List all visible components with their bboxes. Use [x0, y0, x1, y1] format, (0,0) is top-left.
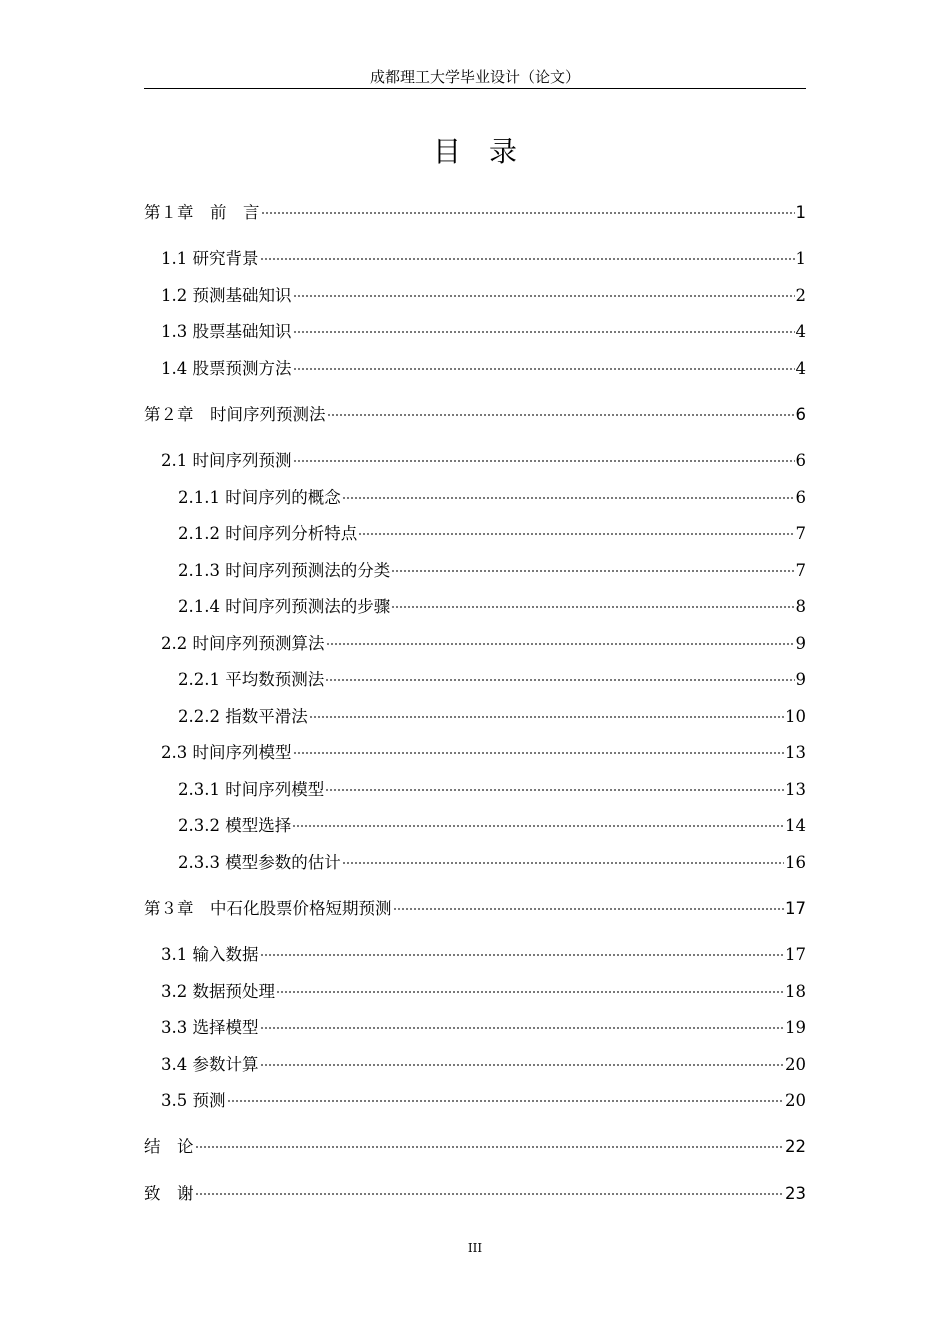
toc-label: 2.2.2 指数平滑法	[178, 707, 308, 726]
toc-label: 第２章 时间序列预测法	[144, 405, 326, 424]
dot-leader	[391, 606, 794, 608]
dot-leader	[342, 862, 784, 864]
toc-acknowledgements[interactable]	[144, 1182, 806, 1206]
toc-label: 2.3.3 模型参数的估计	[178, 853, 341, 872]
toc-page-number: 23	[785, 1184, 806, 1203]
dot-leader	[260, 954, 785, 956]
toc-page-number: 16	[785, 853, 806, 872]
toc-label: 2.1.2 时间序列分析特点	[178, 524, 358, 543]
toc-label: 2.3.1 时间序列模型	[178, 780, 325, 799]
toc-chapter-2[interactable]	[144, 403, 806, 427]
dot-leader	[358, 533, 794, 535]
toc-label: 第３章 中石化股票价格短期预测	[144, 899, 392, 918]
toc-label: 3.3 选择模型	[161, 1018, 259, 1037]
toc-label: 2.3.2 模型选择	[178, 816, 292, 835]
dot-leader	[391, 570, 794, 572]
dot-leader	[195, 1146, 785, 1148]
toc-page-number: 17	[785, 899, 806, 918]
toc-label: 3.1 输入数据	[161, 945, 259, 964]
toc-subsection-2-1-4[interactable]	[144, 595, 806, 619]
toc-section-3-1[interactable]	[144, 943, 806, 967]
dot-leader	[293, 752, 785, 754]
toc-label: 2.1 时间序列预测	[161, 451, 292, 470]
toc-conclusion[interactable]	[144, 1135, 806, 1159]
dot-leader	[325, 789, 784, 791]
toc-page-number: 6	[795, 451, 806, 470]
toc-page-number: 20	[785, 1091, 806, 1110]
toc-label: 1.3 股票基础知识	[161, 322, 292, 341]
toc-label: 2.1.3 时间序列预测法的分类	[178, 561, 391, 580]
dot-leader	[293, 460, 795, 462]
toc-subsection-2-2-2[interactable]	[144, 705, 806, 729]
toc-page-number: 14	[785, 816, 806, 835]
toc-label: 1.1 研究背景	[161, 249, 259, 268]
toc-page-number: 6	[795, 488, 806, 507]
toc-subsection-2-3-2[interactable]	[144, 814, 806, 838]
toc-subsection-2-3-1[interactable]	[144, 778, 806, 802]
toc-page-number: 13	[785, 743, 806, 762]
toc-section-3-2[interactable]	[144, 980, 806, 1004]
running-header: 成都理工大学毕业设计（论文）	[369, 68, 580, 86]
toc-page-number: 2	[795, 286, 806, 305]
dot-leader	[342, 497, 795, 499]
dot-leader	[327, 414, 795, 416]
toc-page-number: 7	[795, 561, 806, 580]
toc-page-number: 4	[795, 322, 806, 341]
toc-section-3-3[interactable]	[144, 1016, 806, 1040]
toc-label: 1.2 预测基础知识	[161, 286, 292, 305]
toc-label: 3.5 预测	[161, 1091, 226, 1110]
toc-page-number: 8	[795, 597, 806, 616]
toc-page-number: 13	[785, 780, 806, 799]
page-number-footer: III	[467, 1241, 483, 1255]
toc-chapter-1[interactable]	[144, 201, 806, 225]
dot-leader	[260, 1064, 785, 1066]
toc-section-2-2[interactable]	[144, 632, 806, 656]
toc-label: 2.2 时间序列预测算法	[161, 634, 325, 653]
toc-subsection-2-1-1[interactable]	[144, 486, 806, 510]
toc-section-1-1[interactable]	[144, 247, 806, 271]
toc-page-number: 7	[795, 524, 806, 543]
toc-page-number: 4	[795, 359, 806, 378]
toc-label: 致 谢	[144, 1184, 194, 1203]
dot-leader	[293, 331, 795, 333]
toc-label: 2.2.1 平均数预测法	[178, 670, 325, 689]
dot-leader	[260, 1027, 785, 1029]
toc-page-number: 22	[785, 1137, 806, 1156]
toc-page-number: 9	[795, 670, 806, 689]
toc-subsection-2-3-3[interactable]	[144, 851, 806, 875]
toc-label: 第１章 前 言	[144, 203, 260, 222]
toc-subsection-2-1-2[interactable]	[144, 522, 806, 546]
toc-label: 2.1.1 时间序列的概念	[178, 488, 341, 507]
toc-title: 目录	[432, 135, 545, 168]
toc-label: 2.1.4 时间序列预测法的步骤	[178, 597, 391, 616]
toc-page-number: 1	[795, 249, 806, 268]
dot-leader	[261, 212, 795, 214]
toc-subsection-2-2-1[interactable]	[144, 668, 806, 692]
toc-label: 1.4 股票预测方法	[161, 359, 292, 378]
toc-page-number: 18	[785, 982, 806, 1001]
dot-leader	[309, 716, 784, 718]
dot-leader	[195, 1193, 785, 1195]
toc-section-3-5[interactable]	[144, 1089, 806, 1113]
toc-page-number: 9	[795, 634, 806, 653]
header-rule	[144, 88, 806, 89]
toc-page-number: 6	[795, 405, 806, 424]
toc-section-1-3[interactable]	[144, 320, 806, 344]
dot-leader	[325, 679, 794, 681]
toc-label: 结 论	[144, 1137, 194, 1156]
toc-page-number: 10	[785, 707, 806, 726]
dot-leader	[293, 295, 795, 297]
toc-label: 2.3 时间序列模型	[161, 743, 292, 762]
toc-label: 3.4 参数计算	[161, 1055, 259, 1074]
toc-subsection-2-1-3[interactable]	[144, 559, 806, 583]
toc-section-2-3[interactable]	[144, 741, 806, 765]
toc-page-number: 17	[785, 945, 806, 964]
dot-leader	[293, 368, 795, 370]
dot-leader	[292, 825, 784, 827]
toc-section-1-4[interactable]	[144, 357, 806, 381]
dot-leader	[260, 258, 795, 260]
dot-leader	[227, 1100, 785, 1102]
dot-leader	[276, 991, 784, 993]
toc-section-1-2[interactable]	[144, 284, 806, 308]
dot-leader	[393, 908, 785, 910]
toc-label: 3.2 数据预处理	[161, 982, 275, 1001]
toc-page-number: 19	[785, 1018, 806, 1037]
toc-chapter-3[interactable]	[144, 897, 806, 921]
toc-section-3-4[interactable]	[144, 1053, 806, 1077]
toc-page-number: 20	[785, 1055, 806, 1074]
toc-section-2-1[interactable]	[144, 449, 806, 473]
toc-page-number: 1	[795, 203, 806, 222]
dot-leader	[326, 643, 795, 645]
